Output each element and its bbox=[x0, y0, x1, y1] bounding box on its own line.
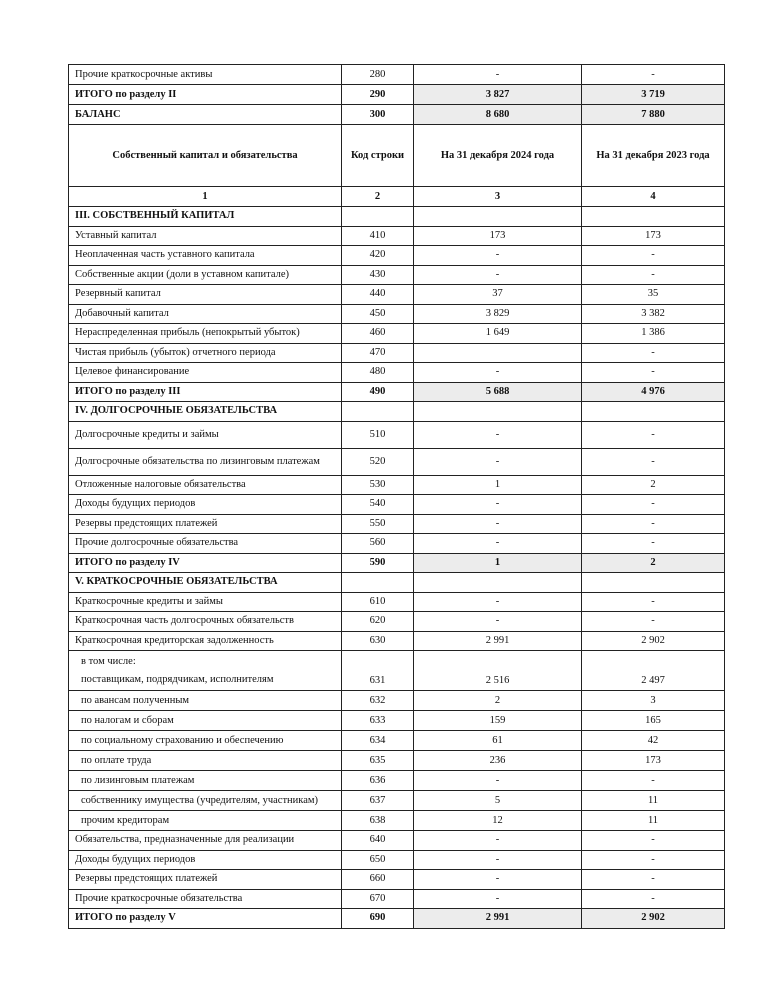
row-code: 638 bbox=[342, 811, 414, 831]
row-label: Резервы предстоящих платежей bbox=[69, 514, 342, 534]
row-value-2024 bbox=[414, 402, 582, 422]
row-code: 635 bbox=[342, 751, 414, 771]
row-code: 530 bbox=[342, 475, 414, 495]
row-value-2024: - bbox=[414, 421, 582, 448]
row-code: 631 bbox=[342, 651, 414, 691]
table-row bbox=[69, 226, 725, 246]
row-value-2024: 159 bbox=[414, 711, 582, 731]
table-row bbox=[69, 448, 725, 475]
header-col-2024: На 31 декабря 2024 года bbox=[414, 125, 582, 187]
row-value-2024: 2 991 bbox=[414, 909, 582, 929]
row-value-2024: 12 bbox=[414, 811, 582, 831]
row-code: 560 bbox=[342, 534, 414, 554]
row-code: 640 bbox=[342, 831, 414, 851]
row-value-2024 bbox=[414, 343, 582, 363]
row-value-2023: - bbox=[582, 495, 725, 515]
row-value-2023: - bbox=[582, 534, 725, 554]
row-value-2023: 4 976 bbox=[582, 382, 725, 402]
table-row bbox=[69, 711, 725, 731]
row-code: 630 bbox=[342, 631, 414, 651]
row-code: 550 bbox=[342, 514, 414, 534]
row-value-2023: - bbox=[582, 870, 725, 890]
row-value-2024: 2 bbox=[414, 691, 582, 711]
table-row bbox=[69, 343, 725, 363]
row-value-2023: 3 382 bbox=[582, 304, 725, 324]
table-row bbox=[69, 382, 725, 402]
table-row bbox=[69, 105, 725, 125]
row-label: Резервный капитал bbox=[69, 285, 342, 305]
row-value-2023: - bbox=[582, 343, 725, 363]
table-row bbox=[69, 631, 725, 651]
row-code: 300 bbox=[342, 105, 414, 125]
row-label: Прочие долгосрочные обязательства bbox=[69, 534, 342, 554]
row-code: 540 bbox=[342, 495, 414, 515]
row-value-2024: - bbox=[414, 448, 582, 475]
table-row bbox=[69, 909, 725, 929]
row-value-2024: 5 688 bbox=[414, 382, 582, 402]
row-label: ИТОГО по разделу II bbox=[69, 85, 342, 105]
row-code: 636 bbox=[342, 771, 414, 791]
row-value-2024: - bbox=[414, 592, 582, 612]
row-value-2023: 165 bbox=[582, 711, 725, 731]
row-code: 280 bbox=[342, 65, 414, 85]
table-row bbox=[69, 553, 725, 573]
row-value-2024: 37 bbox=[414, 285, 582, 305]
row-code: 637 bbox=[342, 791, 414, 811]
row-value-2023: 3 bbox=[582, 691, 725, 711]
row-value-2023 bbox=[582, 402, 725, 422]
row-label: по оплате труда bbox=[69, 751, 342, 771]
row-label: Отложенные налоговые обязательства bbox=[69, 475, 342, 495]
table-row bbox=[69, 870, 725, 890]
row-label: Краткосрочная часть долгосрочных обязательств bbox=[69, 612, 342, 632]
row-value-2023: - bbox=[582, 363, 725, 383]
row-label: БАЛАНС bbox=[69, 105, 342, 125]
row-value-2023: - bbox=[582, 514, 725, 534]
table-row bbox=[69, 691, 725, 711]
table-row bbox=[69, 304, 725, 324]
row-value-2024: 8 680 bbox=[414, 105, 582, 125]
row-value-2024: 1 649 bbox=[414, 324, 582, 344]
row-value-2024 bbox=[414, 573, 582, 593]
assets-tail-rows bbox=[69, 65, 725, 125]
row-value-2023: 35 bbox=[582, 285, 725, 305]
row-label: Собственные акции (доли в уставном капитале) bbox=[69, 265, 342, 285]
row-code: 450 bbox=[342, 304, 414, 324]
row-code: 430 bbox=[342, 265, 414, 285]
table-row bbox=[69, 811, 725, 831]
liabilities-rows bbox=[69, 207, 725, 929]
row-code: 420 bbox=[342, 246, 414, 266]
row-value-2023: - bbox=[582, 246, 725, 266]
row-label: Резервы предстоящих платежей bbox=[69, 870, 342, 890]
row-code: 620 bbox=[342, 612, 414, 632]
row-code: 480 bbox=[342, 363, 414, 383]
row-value-2023: 2 902 bbox=[582, 909, 725, 929]
row-value-2023: 1 386 bbox=[582, 324, 725, 344]
table-row bbox=[69, 534, 725, 554]
row-value-2023: - bbox=[582, 612, 725, 632]
row-value-2023 bbox=[582, 573, 725, 593]
row-value-2024: - bbox=[414, 534, 582, 554]
row-value-2023 bbox=[582, 207, 725, 227]
row-label: Добавочный капитал bbox=[69, 304, 342, 324]
row-code: 633 bbox=[342, 711, 414, 731]
table-row bbox=[69, 324, 725, 344]
row-code: 670 bbox=[342, 889, 414, 909]
row-code: 520 bbox=[342, 448, 414, 475]
row-value-2024: - bbox=[414, 850, 582, 870]
row-value-2023: 42 bbox=[582, 731, 725, 751]
row-value-2024: 1 bbox=[414, 553, 582, 573]
table-row bbox=[69, 285, 725, 305]
row-code: 610 bbox=[342, 592, 414, 612]
table-row bbox=[69, 475, 725, 495]
table-row bbox=[69, 402, 725, 422]
row-value-2023: 173 bbox=[582, 226, 725, 246]
row-value-2023: - bbox=[582, 448, 725, 475]
table-row bbox=[69, 850, 725, 870]
row-label: ИТОГО по разделу III bbox=[69, 382, 342, 402]
row-code: 290 bbox=[342, 85, 414, 105]
row-value-2023: 3 719 bbox=[582, 85, 725, 105]
row-code: 440 bbox=[342, 285, 414, 305]
row-label: прочим кредиторам bbox=[69, 811, 342, 831]
table-row bbox=[69, 207, 725, 227]
row-label: Неоплаченная часть уставного капитала bbox=[69, 246, 342, 266]
table-row bbox=[69, 831, 725, 851]
row-code bbox=[342, 573, 414, 593]
col-number-4: 4 bbox=[582, 187, 725, 207]
header-col-code: Код строки bbox=[342, 125, 414, 187]
row-value-2023: - bbox=[582, 771, 725, 791]
table-row bbox=[69, 421, 725, 448]
row-code: 460 bbox=[342, 324, 414, 344]
row-label: III. СОБСТВЕННЫЙ КАПИТАЛ bbox=[69, 207, 342, 227]
row-value-2023: 11 bbox=[582, 791, 725, 811]
col-number-3: 3 bbox=[414, 187, 582, 207]
row-value-2024: - bbox=[414, 495, 582, 515]
row-value-2023: 2 bbox=[582, 475, 725, 495]
row-code: 470 bbox=[342, 343, 414, 363]
row-label bbox=[69, 651, 342, 691]
row-code: 410 bbox=[342, 226, 414, 246]
row-code: 650 bbox=[342, 850, 414, 870]
row-value-2024: - bbox=[414, 65, 582, 85]
row-label: Прочие краткосрочные обязательства bbox=[69, 889, 342, 909]
table-row bbox=[69, 731, 725, 751]
col-number-2: 2 bbox=[342, 187, 414, 207]
row-label: Обязательства, предназначенные для реализации bbox=[69, 831, 342, 851]
table-header bbox=[69, 125, 725, 207]
table-row bbox=[69, 246, 725, 266]
row-label: Чистая прибыль (убыток) отчетного периода bbox=[69, 343, 342, 363]
row-label: Нераспределенная прибыль (непокрытый убыток) bbox=[69, 324, 342, 344]
table-row bbox=[69, 771, 725, 791]
row-value-2024: 2 991 bbox=[414, 631, 582, 651]
row-code: 510 bbox=[342, 421, 414, 448]
row-label: Доходы будущих периодов bbox=[69, 495, 342, 515]
row-value-2024: - bbox=[414, 265, 582, 285]
row-value-2024: 5 bbox=[414, 791, 582, 811]
row-value-2023: 11 bbox=[582, 811, 725, 831]
row-value-2023: - bbox=[582, 850, 725, 870]
header-col-2023: На 31 декабря 2023 года bbox=[582, 125, 725, 187]
table-row bbox=[69, 495, 725, 515]
row-code bbox=[342, 207, 414, 227]
table-row bbox=[69, 651, 725, 691]
row-value-2024: 236 bbox=[414, 751, 582, 771]
row-value-2024: - bbox=[414, 771, 582, 791]
row-value-2023: - bbox=[582, 831, 725, 851]
table-row bbox=[69, 889, 725, 909]
row-label: ИТОГО по разделу IV bbox=[69, 553, 342, 573]
row-value-2023: 2 497 bbox=[582, 651, 725, 691]
header-col-name: Собственный капитал и обязательства bbox=[69, 125, 342, 187]
row-label: Уставный капитал bbox=[69, 226, 342, 246]
table-row bbox=[69, 363, 725, 383]
table-row bbox=[69, 573, 725, 593]
table-row bbox=[69, 514, 725, 534]
table-row bbox=[69, 751, 725, 771]
row-value-2023: - bbox=[582, 592, 725, 612]
row-value-2024: 3 829 bbox=[414, 304, 582, 324]
row-value-2023: - bbox=[582, 65, 725, 85]
row-label: по авансам полученным bbox=[69, 691, 342, 711]
row-code bbox=[342, 402, 414, 422]
table-row bbox=[69, 65, 725, 85]
row-value-2023: - bbox=[582, 421, 725, 448]
row-label: по социальному страхованию и обеспечению bbox=[69, 731, 342, 751]
row-value-2024: 1 bbox=[414, 475, 582, 495]
row-label: Долгосрочные обязательства по лизинговым платежам bbox=[69, 448, 342, 475]
row-code: 490 bbox=[342, 382, 414, 402]
row-label: по налогам и сборам bbox=[69, 711, 342, 731]
row-value-2023: 2 902 bbox=[582, 631, 725, 651]
row-label: собственнику имущества (учредителям, участникам) bbox=[69, 791, 342, 811]
table-row bbox=[69, 612, 725, 632]
table-row bbox=[69, 85, 725, 105]
row-label-main: поставщикам, подрядчикам, исполнителям bbox=[81, 673, 274, 685]
row-label: Краткосрочная кредиторская задолженность bbox=[69, 631, 342, 651]
row-label: Доходы будущих периодов bbox=[69, 850, 342, 870]
row-value-2024: 61 bbox=[414, 731, 582, 751]
row-value-2024: - bbox=[414, 870, 582, 890]
row-code: 690 bbox=[342, 909, 414, 929]
row-label: Прочие краткосрочные активы bbox=[69, 65, 342, 85]
col-number-1: 1 bbox=[69, 187, 342, 207]
row-label: Целевое финансирование bbox=[69, 363, 342, 383]
row-value-2024: - bbox=[414, 612, 582, 632]
table-row bbox=[69, 791, 725, 811]
row-value-2024: - bbox=[414, 363, 582, 383]
row-value-2024 bbox=[414, 207, 582, 227]
balance-sheet bbox=[68, 64, 724, 929]
row-label: по лизинговым платежам bbox=[69, 771, 342, 791]
row-label: V. КРАТКОСРОЧНЫЕ ОБЯЗАТЕЛЬСТВА bbox=[69, 573, 342, 593]
row-label: ИТОГО по разделу V bbox=[69, 909, 342, 929]
row-value-2024: - bbox=[414, 514, 582, 534]
row-value-2024: 173 bbox=[414, 226, 582, 246]
row-value-2023: 173 bbox=[582, 751, 725, 771]
row-value-2024: - bbox=[414, 246, 582, 266]
row-value-2024: - bbox=[414, 889, 582, 909]
row-value-2024: - bbox=[414, 831, 582, 851]
table-row bbox=[69, 265, 725, 285]
row-code: 634 bbox=[342, 731, 414, 751]
row-value-2023: 2 bbox=[582, 553, 725, 573]
row-value-2023: - bbox=[582, 889, 725, 909]
row-code: 590 bbox=[342, 553, 414, 573]
row-code: 660 bbox=[342, 870, 414, 890]
balance-table bbox=[68, 64, 725, 929]
row-label-intro: в том числе: bbox=[81, 655, 136, 667]
table-row bbox=[69, 592, 725, 612]
row-value-2023: - bbox=[582, 265, 725, 285]
row-label: IV. ДОЛГОСРОЧНЫЕ ОБЯЗАТЕЛЬСТВА bbox=[69, 402, 342, 422]
row-value-2024: 2 516 bbox=[414, 651, 582, 691]
row-code: 632 bbox=[342, 691, 414, 711]
row-value-2024: 3 827 bbox=[414, 85, 582, 105]
row-label: Краткосрочные кредиты и займы bbox=[69, 592, 342, 612]
row-label: Долгосрочные кредиты и займы bbox=[69, 421, 342, 448]
row-value-2023: 7 880 bbox=[582, 105, 725, 125]
